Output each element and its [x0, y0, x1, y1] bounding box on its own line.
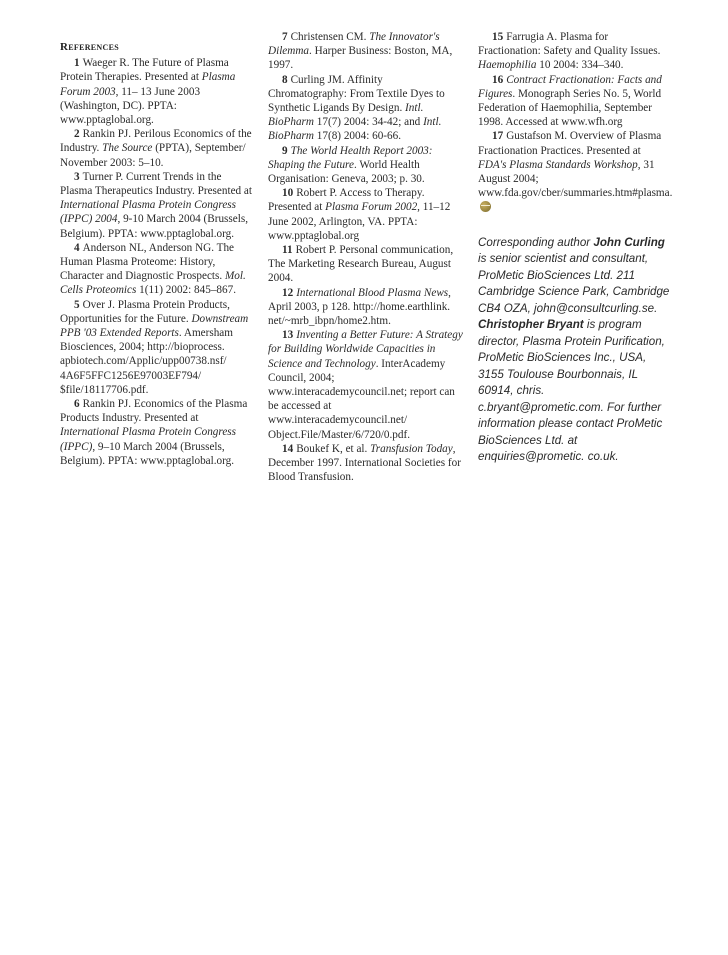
reference-number: 12	[282, 286, 294, 299]
reference-text: . Amersham Biosciences, 2004; http://bioprocess. apbiotech.com/Applic/upp00738.nsf/ 4A6F5FFC1256E97003EF794/ $file/18117706.pdf.	[60, 327, 233, 396]
reference-number: 5	[74, 298, 80, 311]
reference-text: , 9–10 March 2004 (Brussels, Belgium). PPTA: www.pptaglobal.org.	[60, 440, 235, 467]
reference-text: Mol. Cells Proteomics	[60, 270, 246, 297]
reference-number: 4	[74, 241, 80, 254]
reference-13	[268, 328, 464, 442]
reference-number: 9	[282, 144, 288, 157]
column-3	[478, 30, 673, 466]
reference-8	[268, 73, 464, 144]
reference-text: International Plasma Protein Congress (IPPC)	[60, 426, 236, 453]
author-name-1: John Curling	[593, 235, 665, 249]
reference-text: , 11– 13 June 2003 (Washington, DC). PPTA: www.pptaglobal.org.	[60, 85, 201, 127]
reference-text: . World Health Organisation: Geneva, 2003; p. 30.	[268, 158, 425, 186]
author-note-text-2: is senior scientist and consultant, ProMetic BioSciences Ltd. 211 Cambridge Science Park, Cambridge CB4 OZA, john@consultcurling.se.	[478, 252, 670, 315]
reference-text: . Harper Business: Boston, MA, 1997.	[268, 45, 453, 72]
reference-text: , December 1997. International Societies for Blood Transfusion.	[268, 442, 461, 484]
reference-text: Rankin PJ. Economics of the Plasma Products Industry. Presented at	[60, 398, 248, 425]
reference-number: 16	[492, 73, 504, 86]
reference-text: Contract Fractionation: Facts and Figures	[478, 73, 662, 100]
reference-12	[268, 286, 464, 329]
reference-text: , April 2003, p 128. http://home.earthlink. net/~mrb_ibpn/home2.htm.	[268, 286, 451, 328]
reference-number: 7	[282, 31, 288, 43]
reference-text: Plasma Forum 2002	[325, 201, 418, 214]
reference-text: Haemophilia	[478, 59, 537, 72]
reference-number: 8	[282, 73, 288, 86]
reference-text: The Innovator's Dilemma	[268, 31, 440, 58]
reference-text: Transfusion Today	[370, 442, 453, 455]
ref-list-3	[478, 30, 673, 215]
reference-text: Anderson NL, Anderson NG. The Human Plasma Proteome: History, Character and Diagnostic Prospects.	[60, 241, 235, 283]
reference-text: Downstream PPB '03 Extended Reports	[60, 312, 249, 340]
author-note-text-1: Corresponding author	[478, 235, 594, 249]
column-1	[60, 40, 252, 468]
reference-number: 11	[282, 244, 293, 257]
reference-text: Robert P. Access to Therapy. Presented at	[268, 187, 425, 214]
reference-text: Intl. BioPharm	[268, 102, 424, 129]
reference-3	[60, 170, 252, 241]
reference-text: 17(7) 2004: 34-42; and	[314, 116, 424, 129]
reference-text: Over J. Plasma Protein Products, Opportunities for the Future.	[60, 298, 230, 325]
reference-15	[478, 30, 670, 73]
reference-number: 1	[74, 57, 80, 70]
reference-10	[268, 186, 464, 243]
reference-number: 13	[282, 329, 294, 342]
reference-number: 10	[282, 187, 294, 200]
reference-11	[268, 243, 464, 286]
reference-text: Gustafson M. Overview of Plasma Fractionation Practices. Presented at	[478, 130, 662, 157]
reference-text: Inventing a Better Future: A Strategy for Building Worldwide Capacities in Science and Technology	[268, 329, 463, 370]
reference-text: Boukef K, et al.	[296, 442, 371, 455]
reference-text: The World Health Report 2003: Shaping the Future	[268, 144, 433, 171]
reference-text: Curling JM. Affinity Chromatography: From Textile Dyes to Synthetic Ligands By Design.	[268, 73, 445, 115]
ref-list-1	[60, 56, 252, 468]
reference-number: 14	[282, 442, 294, 455]
reference-text: International Plasma Protein Congress (IPPC) 2004	[60, 199, 236, 226]
reference-6	[60, 397, 252, 468]
reference-17	[478, 129, 673, 214]
reference-1	[60, 56, 252, 127]
reference-text: (PPTA), September/ November 2003: 5–10.	[60, 142, 246, 169]
reference-text: FDA's Plasma Standards Workshop	[478, 158, 638, 171]
reference-9	[268, 144, 464, 187]
reference-number: 17	[492, 130, 504, 143]
author-note-text-3: is program director, Plasma Protein Purification, ProMetic BioSciences Inc., USA, 3155 Toulouse Bourbonnais, IL 60914, chris. c.bryant@prometic.com. For further information please contact ProMetic BioSciences Ltd. at enquiries@prometic. co.uk.	[478, 318, 665, 464]
reference-number: 15	[492, 31, 504, 43]
reference-number: 2	[74, 128, 80, 141]
reference-4	[60, 241, 252, 298]
reference-text: 17(8) 2004: 60-66.	[314, 130, 402, 143]
reference-text: Turner P. Current Trends in the Plasma Therapeutics Industry. Presented at	[60, 170, 253, 198]
reference-text: International Blood Plasma News	[296, 286, 449, 299]
column-2	[268, 30, 464, 485]
ref-list-2	[268, 30, 464, 485]
reference-5	[60, 298, 252, 397]
reference-2	[60, 127, 252, 170]
author-name-2: Christopher Bryant	[478, 318, 584, 332]
reference-number: 3	[74, 170, 80, 183]
reference-text: Intl. BioPharm	[268, 116, 442, 143]
reference-text: Rankin PJ. Perilous Economics of the Industry.	[60, 128, 252, 155]
reference-text: Plasma Forum 2003	[60, 71, 236, 98]
author-note	[478, 235, 670, 466]
reference-text: Robert P. Personal communication, The Marketing Research Bureau, August 2004.	[268, 244, 454, 285]
reference-text: Christensen CM.	[290, 31, 370, 43]
reference-text: The Source	[102, 142, 153, 155]
reference-7	[268, 30, 464, 73]
reference-text: Waeger R. The Future of Plasma Protein Therapies. Presented at	[60, 57, 229, 84]
reference-text: Farrugia A. Plasma for Fractionation: Safety and Quality Issues.	[478, 31, 661, 58]
reference-16	[478, 73, 670, 130]
reference-text: . Monograph Series No. 5, World Federation of Haemophilia, September 1998. Accessed at www.wfh.org	[478, 87, 662, 129]
reference-number: 6	[74, 398, 80, 411]
reference-text: , 31 August 2004; www.fda.gov/cber/summaries.htm#plasma.	[478, 158, 673, 200]
references-heading: References	[60, 41, 119, 53]
reference-text: , 9-10 March 2004 (Brussels, Belgium). PPTA: www.pptaglobal.org.	[60, 213, 248, 240]
reference-14	[268, 442, 464, 485]
reference-text: 10 2004: 334–340.	[536, 59, 624, 72]
globe-end-mark-icon	[480, 201, 491, 212]
reference-text: 1(11) 2002: 845–867.	[136, 284, 236, 297]
reference-text: , 11–12 June 2002, Arlington, VA. PPTA: www.pptaglobal.org	[268, 201, 451, 242]
reference-text: . InterAcademy Council, 2004; www.interacademycouncil.net; report can be accessed at www.interacademycouncil.net/ Object.File/Master/6/720/0.pdf.	[268, 357, 455, 441]
